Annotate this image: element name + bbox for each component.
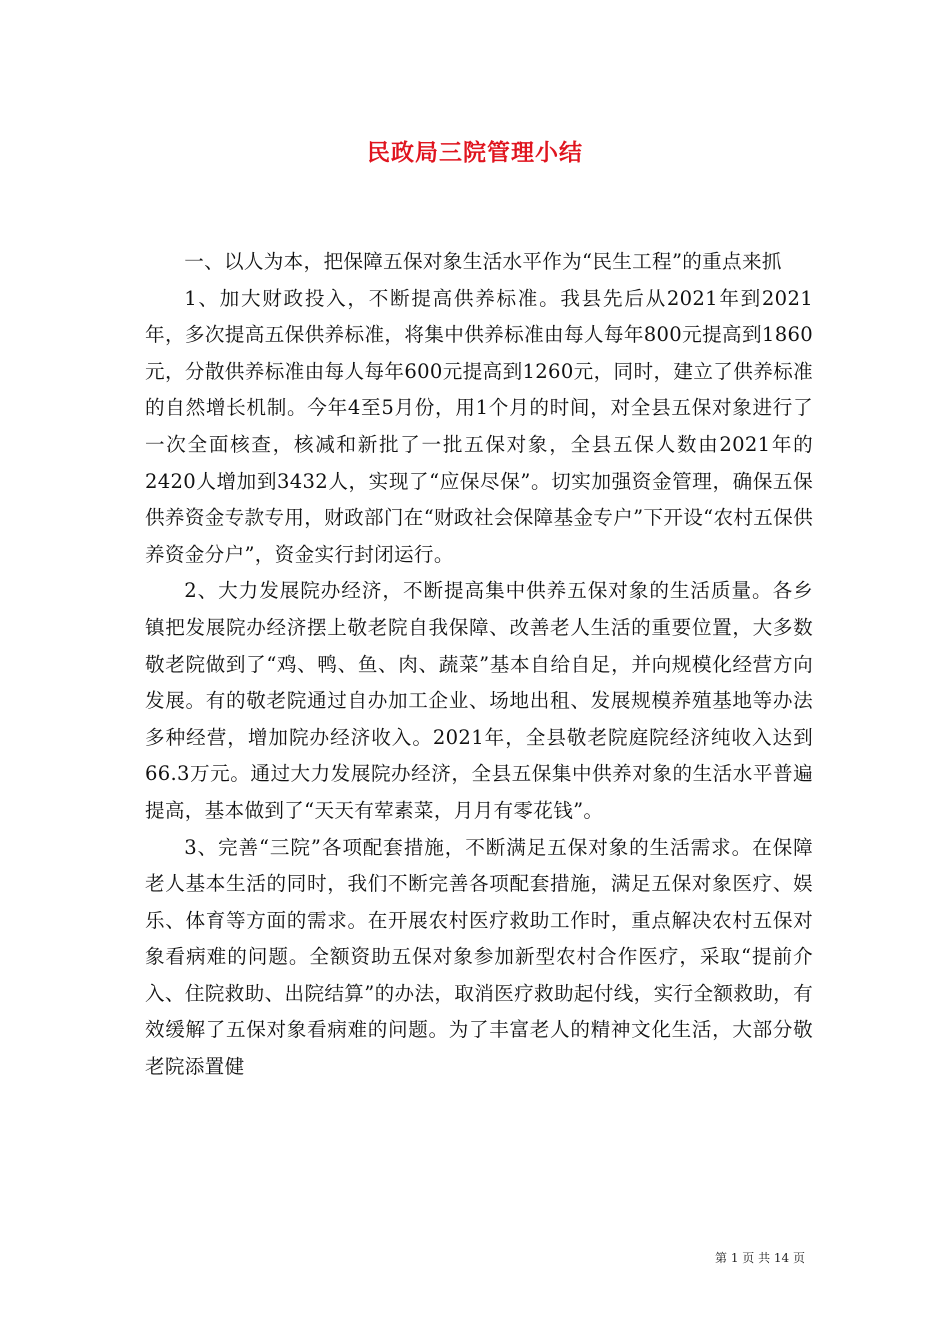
page-number-footer: 第 1 页 共 14 页: [715, 1251, 805, 1265]
document-title: 民政局三院管理小结: [367, 139, 583, 166]
paragraph-item-3: 3、完善“三院”各项配套措施，不断满足五保对象的生活需求。在保障老人基本生活的同时，我们不断完善各项配套措施，满足五保对象医疗、娱乐、体育等方面的需求。在开展农村医疗救助工作时，重点解决农村五保对象看病难的问题。全额资助五保对象参加新型农村合作医疗，采取“提前介入、住院救助、出院结算”的办法，取消医疗救助起付线，实行全额救助，有效缓解了五保对象看病难的问题。为了丰富老人的精神文化生活，大部分敬老院添置健: [145, 835, 813, 1079]
document-body: [145, 244, 813, 1086]
paragraph-item-1: 1、加大财政投入，不断提高供养标准。我县先后从2021年到2021年，多次提高五保供养标准，将集中供养标准由每人每年800元提高到1860元，分散供养标准由每人每年600元提高到1260元，同时，建立了供养标准的自然增长机制。今年4至5月份，用1个月的时间，对全县五保对象进行了一次全面核查，核减和新批了一批五保对象，全县五保人数由2021年的2420人增加到3432人，实现了“应保尽保”。切实加强资金管理，确保五保供养资金专款专用，财政部门在“财政社会保障基金专户”下开设“农村五保供养资金分户”，资金实行封闭运行。: [145, 286, 813, 566]
paragraph-section-1-heading: 一、以人为本，把保障五保对象生活水平作为“民生工程”的重点来抓: [184, 250, 782, 273]
paragraph-item-2: 2、大力发展院办经济，不断提高集中供养五保对象的生活质量。各乡镇把发展院办经济摆上敬老院自我保障、改善老人生活的重要位置，大多数敬老院做到了“鸡、鸭、鱼、肉、蔬菜”基本自给自足，并向规模化经营方向发展。有的敬老院通过自办加工企业、场地出租、发展规模养殖基地等办法多种经营，增加院办经济收入。2021年，全县敬老院庭院经济纯收入达到66.3万元。通过大力发展院办经济，全县五保集中供养对象的生活水平普遍提高，基本做到了“天天有荤素菜，月月有零花钱”。: [145, 579, 813, 822]
